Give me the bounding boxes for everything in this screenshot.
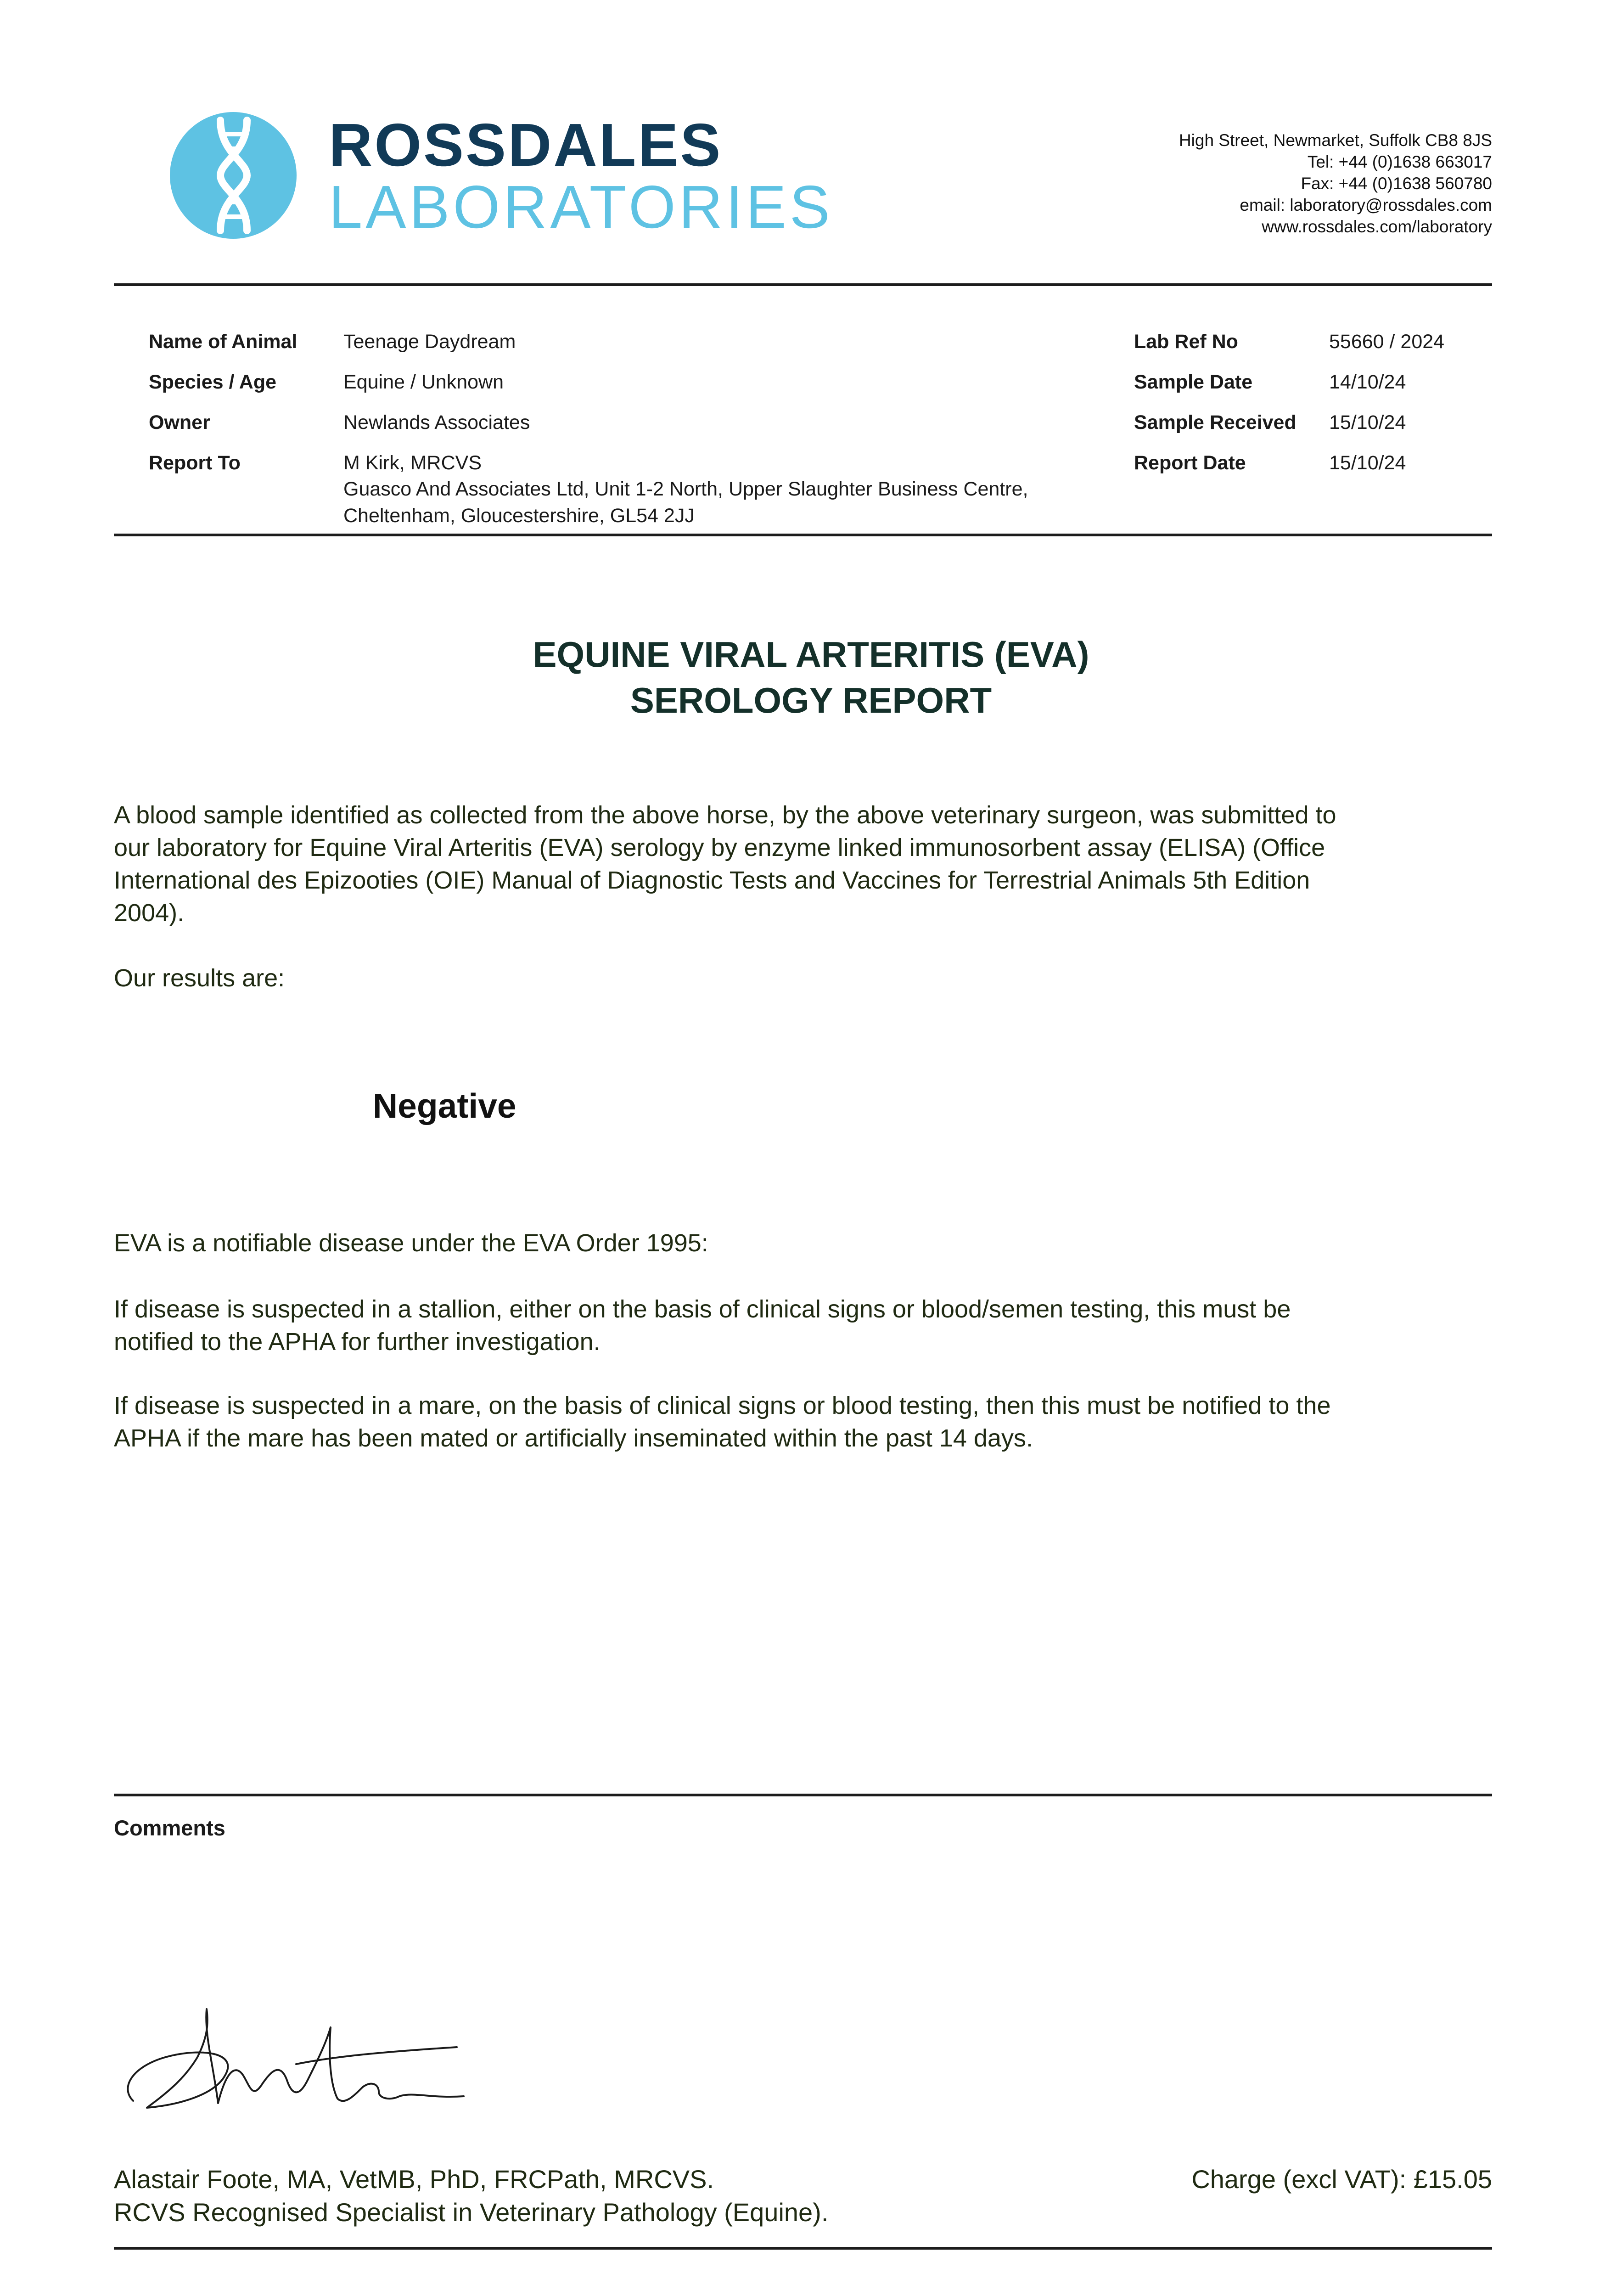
contact-block [1179, 129, 1492, 237]
results-intro: Our results are: [114, 964, 285, 992]
result-value: Negative [373, 1086, 516, 1125]
label-lab-ref-no: Lab Ref No [1134, 331, 1238, 353]
report-title-line1: EQUINE VIRAL ARTERITIS (EVA) [533, 634, 1089, 675]
address-line: Guasco And Associates Ltd, Unit 1-2 North, Upper Slaughter Business Centre, [343, 478, 1028, 500]
mare-line: If disease is suspected in a mare, on the basis of clinical signs or blood testing, then this must be notified to the [114, 1392, 1331, 1419]
value-report-date: 15/10/24 [1329, 452, 1406, 474]
value-lab-ref-no: 55660 / 2024 [1329, 331, 1445, 353]
footer-divider [114, 2247, 1492, 2250]
info-divider [114, 534, 1492, 536]
label-sample-date: Sample Date [1134, 371, 1253, 393]
label-name-of-animal: Name of Animal [149, 331, 297, 353]
stallion-paragraph [114, 1293, 1500, 1358]
label-report-date: Report Date [1134, 452, 1246, 474]
comments-label: Comments [114, 1816, 225, 1840]
rossdales-dna-logo-icon [169, 111, 297, 240]
value-sample-received: 15/10/24 [1329, 411, 1406, 433]
intro-line: our laboratory for Equine Viral Arteritis (EVA) serology by enzyme linked immunosorbent assay (ELISA) (Office [114, 834, 1325, 861]
contact-website[interactable]: www.rossdales.com/laboratory [1262, 217, 1492, 236]
address-line: Cheltenham, Gloucestershire, GL54 2JJ [343, 505, 695, 527]
value-report-to: M Kirk, MRCVS [343, 452, 482, 474]
contact-address: High Street, Newmarket, Suffolk CB8 8JS [1179, 131, 1492, 150]
contact-fax: Fax: +44 (0)1638 560780 [1301, 174, 1492, 193]
report-to-address [343, 476, 1028, 529]
charge-text: Charge (excl VAT): £15.05 [1191, 2165, 1492, 2194]
label-sample-received: Sample Received [1134, 411, 1296, 433]
intro-line: International des Epizooties (OIE) Manual of Diagnostic Tests and Vaccines for Terrestrial Animals 5th Edition [114, 867, 1310, 894]
notifiable-statement: EVA is a notifiable disease under the EVA Order 1995: [114, 1229, 708, 1257]
logo-wordmark-top: ROSSDALES [329, 111, 723, 179]
stallion-line: If disease is suspected in a stallion, either on the basis of clinical signs or blood/semen testing, this must be [114, 1295, 1291, 1323]
signature-image [115, 2007, 473, 2122]
label-report-to: Report To [149, 452, 241, 474]
contact-email[interactable]: email: laboratory@rossdales.com [1240, 196, 1492, 214]
report-title-line2: SEROLOGY REPORT [630, 680, 992, 720]
label-owner: Owner [149, 411, 210, 433]
comments-divider [114, 1794, 1492, 1796]
value-owner: Newlands Associates [343, 411, 530, 433]
header-divider [114, 283, 1492, 286]
intro-line: 2004). [114, 899, 185, 927]
logo-wordmark-bottom: LABORATORIES [329, 173, 833, 241]
signatory-title: RCVS Recognised Specialist in Veterinary Pathology (Equine). [114, 2198, 829, 2227]
mare-line: APHA if the mare has been mated or artificially inseminated within the past 14 days. [114, 1424, 1033, 1452]
signatory-name: Alastair Foote, MA, VetMB, PhD, FRCPath, MRCVS. [114, 2165, 714, 2194]
value-species-age: Equine / Unknown [343, 371, 504, 393]
mare-paragraph [114, 1390, 1500, 1455]
value-sample-date: 14/10/24 [1329, 371, 1406, 393]
label-species-age: Species / Age [149, 371, 277, 393]
value-name-of-animal: Teenage Daydream [343, 331, 516, 353]
intro-line: A blood sample identified as collected from the above horse, by the above veterinary surgeon, was submitted to [114, 801, 1336, 829]
signatory-block [114, 2163, 828, 2229]
stallion-line: notified to the APHA for further investigation. [114, 1328, 601, 1356]
intro-paragraph [114, 799, 1500, 929]
contact-tel: Tel: +44 (0)1638 663017 [1307, 152, 1492, 171]
